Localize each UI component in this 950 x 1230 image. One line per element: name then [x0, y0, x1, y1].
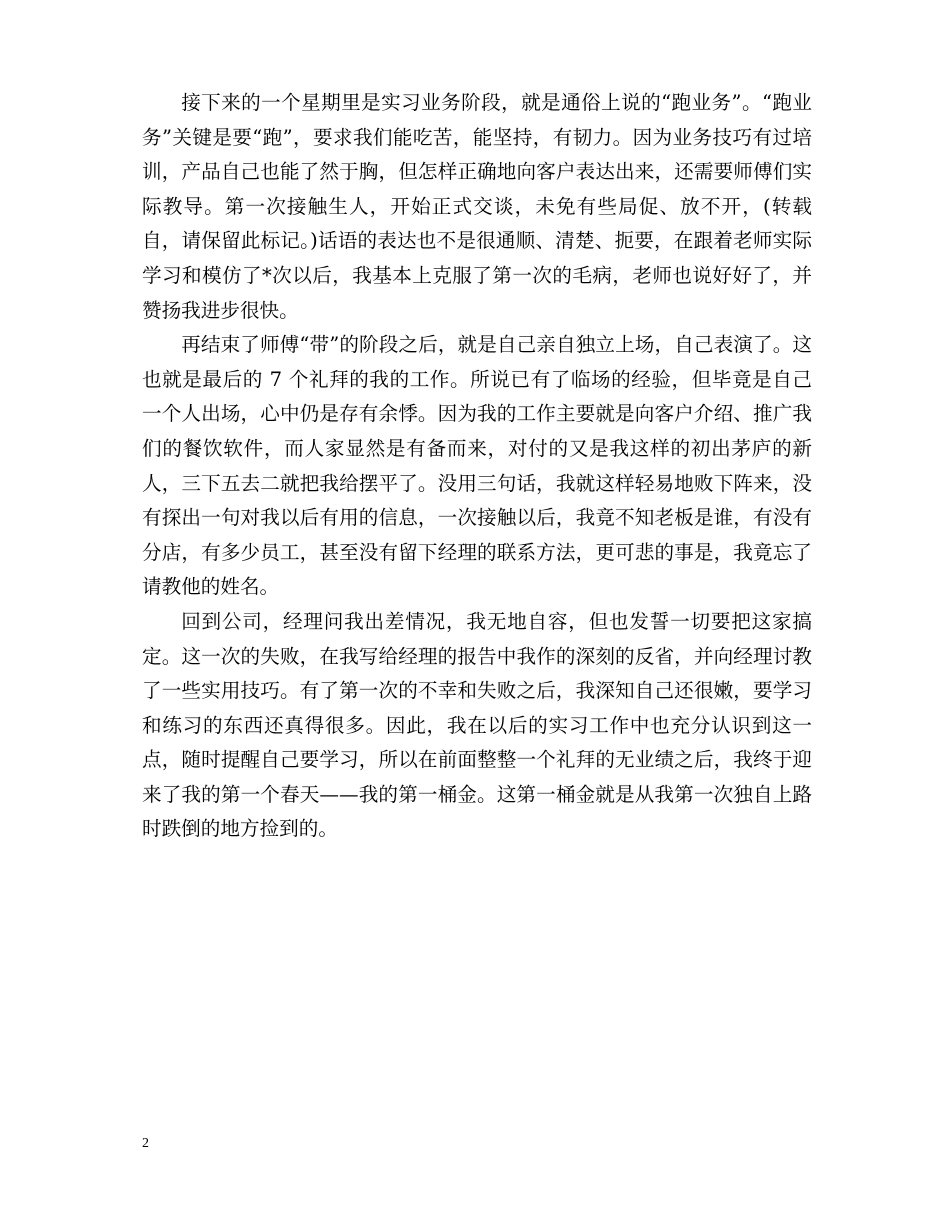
paragraph-1: 接下来的一个星期里是实习业务阶段，就是通俗上说的“跑业务”。“跑业务”关键是要“跑”，要求我们能吃苦，能坚持，有韧力。因为业务技巧有过培训，产品自己也能了然于胸，但怎样正确地向客户表达出来，还需要师傅们实际教导。第一次接触生人，开始正式交谈，未免有些局促、放不开，(转载自，请保留此标记。)话语的表达也不是很通顺、清楚、扼要，在跟着老师实际学习和模仿了*次以后，我基本上克服了第一次的毛病，老师也说好好了，并赞扬我进步很快。: [142, 91, 812, 322]
paragraph-2: 再结束了师傅“带”的阶段之后，就是自己亲自独立上场，自己表演了。这也就是最后的 7 个礼拜的我的工作。所说已有了临场的经验，但毕竟是自己一个人出场，心中仍是存有余悸。因为我的工作主要就是向客户介绍、推广我们的餐饮软件，而人家显然是有备而来，对付的又是我这样的初出茅庐的新人，三下五去二就把我给摆平了。没用三句话，我就这样轻易地败下阵来，没有探出一句对我以后有用的信息，一次接触以后，我竟不知老板是谁，有没有分店，有多少员工，甚至没有留下经理的联系方法，更可悲的事是，我竟忘了请教他的姓名。: [142, 333, 812, 599]
document-body: [142, 86, 812, 847]
page-number: 2: [142, 1136, 149, 1151]
paragraph-3: 回到公司，经理问我出差情况，我无地自容，但也发誓一切要把这家搞定。这一次的失败，在我写给经理的报告中我作的深刻的反省，并向经理讨教了一些实用技巧。有了第一次的不幸和失败之后，我深知自己还很嫩，要学习和练习的东西还真得很多。因此，我在以后的实习工作中也充分认识到这一点，随时提醒自己要学习，所以在前面整整一个礼拜的无业绩之后，我终于迎来了我的第一个春天——我的第一桶金。这第一桶金就是从我第一次独自上路时跌倒的地方捡到的。: [142, 609, 812, 841]
